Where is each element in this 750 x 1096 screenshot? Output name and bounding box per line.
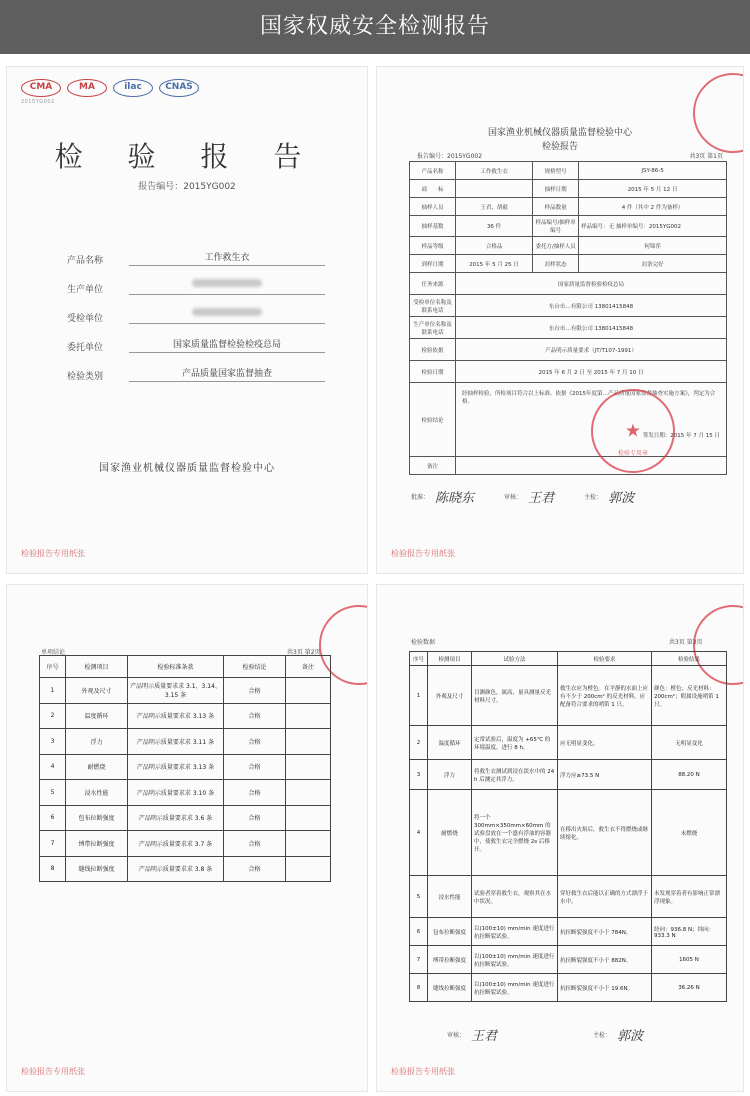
signature: 郭波: [608, 491, 635, 506]
cma-logo: CMA: [21, 79, 61, 97]
table-cell: 商 标: [410, 180, 456, 198]
table-cell: 2: [40, 703, 66, 729]
report-page-number: 共3页 第1页: [689, 153, 723, 160]
column-header: 检测项目: [66, 656, 128, 678]
table-cell: 抽样日期: [533, 180, 579, 198]
table-cell: 无明显变化: [652, 726, 727, 760]
signature: 郭波: [617, 1029, 644, 1044]
table-cell: 检验结论: [410, 383, 456, 457]
table-row: [410, 383, 727, 457]
table-cell: [286, 678, 331, 704]
table-cell: 7: [410, 946, 428, 974]
table-cell: 抗拉断裂强度不小于 882N。: [558, 946, 652, 974]
table-cell: 合格: [224, 831, 286, 857]
table-row: [410, 180, 727, 198]
table-cell: 样品等级: [410, 237, 456, 255]
table-header-row: [410, 652, 727, 666]
table-row: [410, 457, 727, 475]
table-cell: 36 件: [456, 216, 533, 237]
table-cell: 以(100±10) mm/min 速度进行抗拉断裂试验。: [472, 974, 558, 1002]
cover-field-row: [67, 324, 325, 353]
conclusion-cell: [456, 383, 727, 457]
table-cell: 产品明示质量要求求 3.11 条: [128, 729, 224, 755]
table-cell: 耐燃烧: [66, 754, 128, 780]
table-cell: 2015 年 6 月 2 日 至 2015 年 7 月 10 日: [456, 361, 727, 383]
detail-heading: 检验数据: [411, 639, 436, 646]
redacted-text: [192, 279, 262, 287]
table-cell: 合格: [224, 703, 286, 729]
table-cell: 浸水性能: [428, 876, 472, 918]
column-header: 检测项目: [428, 652, 472, 666]
column-header: 检验结论: [224, 656, 286, 678]
table-row: [410, 918, 727, 946]
table-cell: 浮力应≥73.5 N: [558, 760, 652, 790]
table-cell: 1605 N: [652, 946, 727, 974]
table-cell: 救生衣应为橙色。在平静的水面上应有不少于 200cm² 的反光材料。应配备符合要求的哨笛 1 只。: [558, 666, 652, 726]
official-stamp: [591, 389, 675, 473]
table-cell: [286, 754, 331, 780]
table-cell: 4: [40, 754, 66, 780]
cover-field-label: 受检单位: [67, 314, 104, 324]
table-cell: 工作救生衣: [456, 162, 533, 180]
report-organization: 国家渔业机械仪器质量监督检验中心: [487, 128, 632, 138]
ma-logo: MA: [67, 79, 107, 97]
table-cell: [286, 831, 331, 857]
table-cell: [456, 457, 727, 475]
table-cell: [286, 856, 331, 882]
table-cell: 包布拉断强度: [428, 918, 472, 946]
table-cell: [286, 729, 331, 755]
table-cell: 合格: [224, 754, 286, 780]
cover-field-row: [67, 266, 325, 295]
cover-field-row: [67, 295, 325, 324]
table-cell: 抽样基数: [410, 216, 456, 237]
table-cell: 浸水性能: [66, 780, 128, 806]
table-row: [410, 790, 727, 876]
conclusion-text: 经抽样检验，所检项目符合以上标准，依据《2015年度第…产品质量国家监督抽查实施方案》，判定为合格。: [462, 391, 716, 405]
table-cell: 缝线拉断强度: [428, 974, 472, 1002]
table-cell: 样品数量: [533, 198, 579, 216]
table-cell: 产品明示质量要求求 3.6 条: [128, 805, 224, 831]
table-cell: 东台市…有限公司 13801415848: [456, 317, 727, 339]
table-cell: 封样状态: [533, 255, 579, 273]
table-cell: 产品名称: [410, 162, 456, 180]
table-cell: 产品明示质量要求求 3.7 条: [128, 831, 224, 857]
table-cell: 生产单位名称及联系电话: [410, 317, 456, 339]
table-cell: 5: [40, 780, 66, 806]
table-cell: 合格品: [456, 237, 533, 255]
table-cell: 穿好救生衣后能以正确的方式漂浮于水中。: [558, 876, 652, 918]
detail-page-number: 共3页 第3页: [669, 639, 703, 646]
table-row: [410, 198, 727, 216]
review-label: 审核：: [504, 494, 523, 501]
table-cell: 未燃烧: [652, 790, 727, 876]
table-cell: 以(100±10) mm/min 速度进行抗拉断裂试验。: [472, 946, 558, 974]
table-row: [410, 339, 727, 361]
table-cell: 样品编号：无 抽样单编号：2015YG002: [579, 216, 727, 237]
table-cell: 东台市…有限公司 13801415848: [456, 295, 727, 317]
chief-label: 主检：: [593, 1032, 612, 1039]
table-row: [410, 876, 727, 918]
table-row: [410, 726, 727, 760]
cover-organization: 国家渔业机械仪器质量监督检验中心: [99, 463, 275, 474]
cover-field-value: 国家质量监督检验检疫总局: [129, 337, 325, 353]
table-cell: 3: [410, 760, 428, 790]
table-row: [40, 729, 331, 755]
table-cell: 88.20 N: [652, 760, 727, 790]
table-cell: 未发现穿着者有影响正常漂浮现象。: [652, 876, 727, 918]
table-cell: 试验者穿着救生衣，观察其在水中状况。: [472, 876, 558, 918]
table-cell: 合格: [224, 805, 286, 831]
cover-field-label: 检验类别: [67, 372, 104, 382]
column-header: 检验要求: [558, 652, 652, 666]
table-row: [40, 805, 331, 831]
table-cell: 7: [40, 831, 66, 857]
table-cell: 1: [40, 678, 66, 704]
page-banner: 国家权威安全检测报告: [0, 0, 750, 54]
report-page-3: [376, 584, 744, 1092]
table-row: [410, 760, 727, 790]
footer-mark: 检验报告专用纸张: [391, 549, 455, 558]
cover-field-value-redacted: [129, 308, 325, 324]
table-cell: 浮力: [66, 729, 128, 755]
stamp-text: 检验专用章: [617, 450, 648, 457]
ilac-logo: ilac: [113, 79, 153, 97]
table-cell: 产品明示质量要求求 3.13 条: [128, 754, 224, 780]
table-cell: 合格: [224, 729, 286, 755]
table-cell: 6: [40, 805, 66, 831]
column-header: 检验结果: [652, 652, 727, 666]
table-row: [410, 295, 727, 317]
table-cell: 缝线拉断强度: [66, 856, 128, 882]
table-cell: [286, 805, 331, 831]
report-page-1: [376, 66, 744, 574]
footer-mark: 检验报告专用纸张: [21, 1067, 85, 1076]
table-cell: 产品明示质量要求求 3.8 条: [128, 856, 224, 882]
table-cell: 抗拉断裂强度不小于 784N。: [558, 918, 652, 946]
table-cell: 合格: [224, 678, 286, 704]
table-cell: 产品明示质量要求求 3.13 条: [128, 703, 224, 729]
table-row: [40, 780, 331, 806]
cover-field-row: [67, 353, 325, 382]
table-cell: 8: [40, 856, 66, 882]
table-cell: 委托方/抽样人员: [533, 237, 579, 255]
report-number: 报告编号：2015YG002: [417, 153, 483, 160]
cover-field-value: 工作救生衣: [129, 250, 325, 266]
cover-field-value: 产品质量国家监督抽查: [129, 366, 325, 382]
table-row: [410, 216, 727, 237]
logo-caption: 2015YG002: [21, 99, 55, 105]
table-cell: 在移出火焰后，救生衣不得燃烧或继续熔化。: [558, 790, 652, 876]
table-cell: 温度循环: [66, 703, 128, 729]
table-row: [410, 946, 727, 974]
signature: 王君: [471, 1029, 498, 1044]
table-cell: 4: [410, 790, 428, 876]
table-cell: 产品明示质量要求（JT/T107-1991）: [456, 339, 727, 361]
signature: 陈晓东: [435, 491, 475, 506]
summary-table: [39, 655, 331, 882]
table-cell: 定常试验后，温度为 +65℃ 的环境温度，进行 8 h。: [472, 726, 558, 760]
table-cell: 将救生衣测试到浸在淡水中的 24 h 后测定其浮力。: [472, 760, 558, 790]
table-cell: 8: [410, 974, 428, 1002]
column-header: 序号: [40, 656, 66, 678]
table-cell: 4 件（其中 2 件为备样）: [579, 198, 727, 216]
table-cell: 浮力: [428, 760, 472, 790]
table-cell: 到样日期: [410, 255, 456, 273]
table-row: [40, 703, 331, 729]
table-row: [410, 162, 727, 180]
table-cell: 外观及尺寸: [428, 666, 472, 726]
table-cell: 产品明示质量要求求 3.10 条: [128, 780, 224, 806]
table-cell: 2: [410, 726, 428, 760]
chief-label: 主检：: [584, 494, 603, 501]
table-cell: 样品编号/抽样单编号: [533, 216, 579, 237]
cover-field-row: [67, 237, 325, 266]
review-label: 审核：: [447, 1032, 466, 1039]
table-cell: JSY-86-5: [579, 162, 727, 180]
sign-date: 签发日期：2015 年 7 月 15 日: [642, 433, 720, 439]
table-cell: 耐燃烧: [428, 790, 472, 876]
signature: 王君: [528, 491, 555, 506]
table-cell: 温度循环: [428, 726, 472, 760]
detail-table: [409, 651, 727, 1002]
footer-mark: 检验报告专用纸张: [21, 549, 85, 558]
table-row: [410, 273, 727, 295]
table-row: [40, 831, 331, 857]
table-row: [410, 317, 727, 339]
table-cell: 2015 年 5 月 25 日: [456, 255, 533, 273]
report-meta: [417, 151, 723, 160]
footer-mark: 检验报告专用纸张: [391, 1067, 455, 1076]
table-header-row: [40, 656, 331, 678]
table-cell: 抗拉断裂强度不小于 19.6N。: [558, 974, 652, 1002]
table-cell: 合格: [224, 856, 286, 882]
table-row: [40, 754, 331, 780]
table-row: [410, 361, 727, 383]
cover-field-label: 生产单位: [67, 285, 104, 295]
table-row: [40, 678, 331, 704]
stamp-star-icon: ★: [624, 420, 642, 442]
table-cell: 36.26 N: [652, 974, 727, 1002]
table-row: [410, 255, 727, 273]
approval-signatures: [411, 487, 634, 506]
table-cell: 将一个 300mm×350mm×60mm 的试验盘放在一个盛有浮油的容器中，使救生衣完全燃烧 2s 后移开。: [472, 790, 558, 876]
table-cell: 规格型号: [533, 162, 579, 180]
column-header: 备注: [286, 656, 331, 678]
cover-field-label: 产品名称: [67, 256, 104, 266]
cover-field-label: 委托单位: [67, 343, 104, 353]
table-cell: 2015 年 5 月 12 日: [579, 180, 727, 198]
table-cell: 缚带拉断强度: [66, 831, 128, 857]
table-cell: 外观及尺寸: [66, 678, 128, 704]
cnas-logo: CNAS: [159, 79, 199, 97]
table-cell: 应无明显变化。: [558, 726, 652, 760]
table-cell: 目测颜色，属高，量具测量反光材料尺寸。: [472, 666, 558, 726]
table-row: [40, 856, 331, 882]
table-cell: 6: [410, 918, 428, 946]
report-table: [409, 161, 727, 475]
table-cell: 备注: [410, 457, 456, 475]
column-header: 试验方法: [472, 652, 558, 666]
table-cell: 国家质量监督检验检疫总局: [456, 273, 727, 295]
cover-fields: [67, 237, 325, 382]
table-cell: 缚带拉断强度: [428, 946, 472, 974]
cover-title: 检 验 报 告: [54, 140, 320, 173]
summary-page-number: 共3页 第2页: [287, 649, 321, 656]
table-cell: [286, 780, 331, 806]
table-cell: 产品明示质量要求求 3.1、3.14、3.15 条: [128, 678, 224, 704]
table-cell: 经向：936.8 N；纬向：933.3 N: [652, 918, 727, 946]
cover-field-value-redacted: [129, 279, 325, 295]
table-cell: 受检单位名称及联系电话: [410, 295, 456, 317]
table-cell: [286, 703, 331, 729]
table-cell: [456, 180, 533, 198]
table-cell: 何锦萍: [579, 237, 727, 255]
table-cell: 封条完好: [579, 255, 727, 273]
report-title: 检验报告: [541, 142, 578, 152]
table-row: [410, 237, 727, 255]
table-cell: 以(100±10) mm/min 速度进行抗拉断裂试验。: [472, 918, 558, 946]
table-cell: 抽样人员: [410, 198, 456, 216]
table-cell: 任务来源: [410, 273, 456, 295]
table-cell: 颜色：橙色；反光材料：200cm²；附属设施哨笛 1 只。: [652, 666, 727, 726]
table-row: [410, 666, 727, 726]
table-cell: 5: [410, 876, 428, 918]
cover-report-number: 报告编号：2015YG002: [138, 182, 236, 192]
column-header: 检验标准条款: [128, 656, 224, 678]
detail-signatures: [447, 1025, 643, 1044]
approve-label: 批准：: [411, 494, 430, 501]
table-cell: 合格: [224, 780, 286, 806]
certification-logos: [21, 79, 199, 97]
table-cell: 检验依据: [410, 339, 456, 361]
table-cell: 1: [410, 666, 428, 726]
cover-page: [6, 66, 368, 574]
table-row: [410, 974, 727, 1002]
table-cell: 检验日期: [410, 361, 456, 383]
table-cell: 3: [40, 729, 66, 755]
table-cell: 王君、胡毅: [456, 198, 533, 216]
summary-heading: 单项结论: [41, 649, 66, 656]
redacted-text: [192, 308, 262, 316]
table-cell: 包布拉断强度: [66, 805, 128, 831]
report-page-2: [6, 584, 368, 1092]
column-header: 序号: [410, 652, 428, 666]
